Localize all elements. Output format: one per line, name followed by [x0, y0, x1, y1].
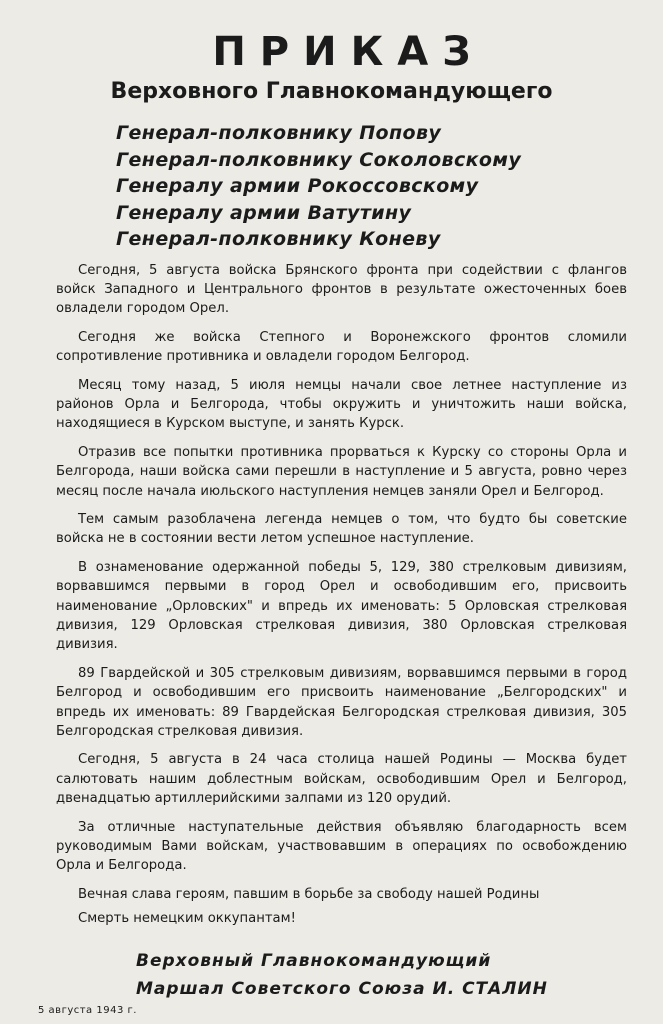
addressee: Генерал-полковнику Попову: [116, 122, 442, 144]
addressee-list: [116, 120, 627, 253]
addressee: Генерал-полковнику Соколовскому: [116, 148, 522, 171]
order-body: [56, 261, 627, 929]
document-subtitle: Верховного Главнокомандующего: [110, 79, 553, 104]
addressee: Генералу армии Ватутину: [116, 201, 412, 224]
signature-block: [136, 947, 627, 1003]
paragraph: 89 Гвардейской и 305 стрелковым дивизиям, ворвавшимся первыми в город Белгород и освободившим его присвоить наименование „Белгородских" и впредь их именовать: 89 Гвардейская Белгородская стрелковая дивизия, 305 Белгородская стрелковая дивизия.: [56, 665, 627, 740]
paragraph: Отразив все попытки противника прорваться к Курску со стороны Орла и Белгорода, наши войска сами перешли в наступление и 5 августа, ровно через месяц после начала июльского наступления немцев заняли Орел и Белгород.: [56, 444, 627, 499]
paragraph: Сегодня, 5 августа в 24 часа столица нашей Родины — Москва будет салютовать нашим доблестным войскам, освободившим Орел и Белгород, двенадцатью артиллерийскими залпами из 120 орудий.: [56, 752, 627, 807]
document-date: 5 августа 1943 г.: [38, 1005, 137, 1016]
paragraph: Сегодня же войска Степного и Воронежского фронтов сломили сопротивление противника и овладели городом Белгород.: [56, 329, 627, 365]
paragraph: Месяц тому назад, 5 июля немцы начали свое летнее наступление из районов Орла и Белгорода, чтобы окружить и уничтожить наши войска, находящиеся в Курском выступе, и занять Курск.: [56, 377, 627, 432]
closing-line: Смерть немецким оккупантам!: [78, 911, 296, 927]
paragraph: За отличные наступательные действия объявляю благодарность всем руководимым Вами войскам, участвовавшим в операциях по освобождению Орла и Белгорода.: [56, 819, 627, 874]
signature-name: Маршал Советского Союза И. СТАЛИН: [136, 978, 548, 999]
paragraph: Тем самым разоблачена легенда немцев о том, что будто бы советские войска не в состоянии вести летом успешное наступление.: [56, 511, 627, 547]
document-title: ПРИКАЗ: [212, 29, 485, 75]
addressee: Генерал-полковнику Коневу: [116, 228, 441, 250]
paragraph: В ознаменование одержанной победы 5, 129, 380 стрелковым дивизиям, ворвавшимся первыми в город Орел и освободившим его, присвоить наименование „Орловских" и впредь их именовать: 5 Орловская стрелковая дивизия, 129 Орловская стрелковая дивизия, 380 Орловская стрелковая дивизия.: [56, 559, 627, 653]
paragraph: Сегодня, 5 августа войска Брянского фронта при содействии с флангов войск Западного и Центрального фронтов в результате ожесточенных боев овладели городом Орел.: [56, 262, 627, 317]
signature-title: Верховный Главнокомандующий: [136, 950, 492, 971]
closing-line: Вечная слава героям, павшим в борьбе за свободу нашей Родины: [78, 886, 540, 902]
addressee: Генералу армии Рокоссовскому: [116, 175, 479, 197]
